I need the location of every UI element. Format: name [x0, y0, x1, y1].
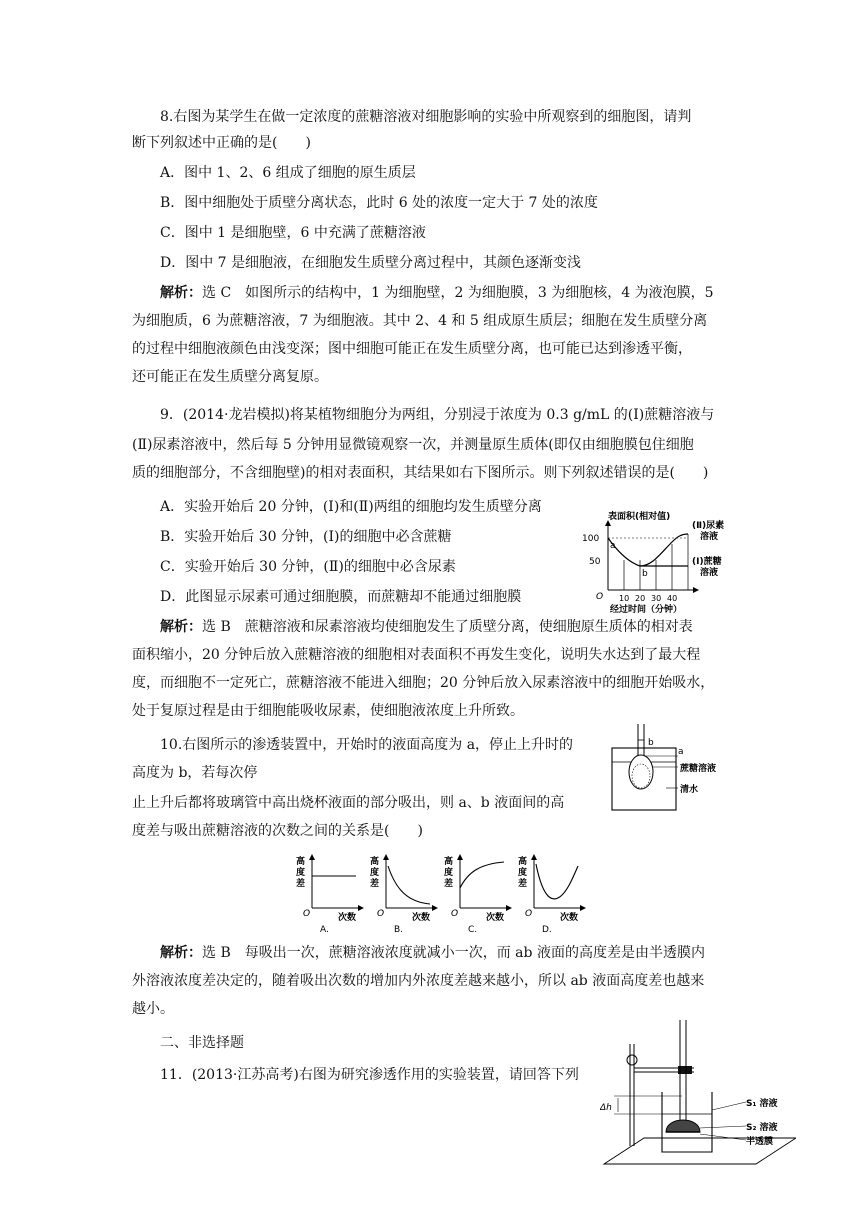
q8-stem-line1: 8.右图为某学生在做一定浓度的蔗糖溶液对细胞影响的实验中所观察到的细胞图，请判 [160, 109, 692, 125]
point-a: a [610, 541, 616, 551]
curve-urea [640, 534, 688, 566]
xlabel: 次数 [412, 913, 431, 923]
ylabel-char1: 高 [370, 857, 380, 867]
graph-b [364, 852, 444, 934]
tick-40: 40 [667, 594, 678, 603]
origin: O [451, 909, 459, 919]
point-b: b [642, 569, 648, 579]
device-label-sucrose: 蔗糖溶液 [680, 764, 717, 774]
q11-stem: 11．(2013·江苏高考)右图为研究渗透作用的实验装置，请回答下列 [160, 1067, 579, 1083]
q9-surface-area-graph [572, 504, 772, 614]
q9-analysis-line4: 处于复原过程是由于细胞能吸收尿素，使细胞液浓度上升所致。 [132, 703, 524, 719]
analysis-label: 解析： [160, 619, 202, 635]
ylabel-char2: 度 [518, 868, 528, 878]
ylabel-char2: 度 [296, 868, 306, 878]
origin: O [525, 909, 533, 919]
q9-option-c: C．实验开始后 30 分钟，(Ⅱ)的细胞中必含尿素 [160, 559, 456, 575]
section-heading: 二、非选择题 [160, 1035, 244, 1051]
q9-analysis-line2: 面积缩小，20 分钟后放入蔗糖溶液的细胞相对表面积不再发生变化，说明失水达到了最大程 [132, 647, 701, 663]
s2-label: S₂ 溶液 [746, 1123, 778, 1133]
label-sucrose: (Ⅰ)蔗糖 [692, 557, 722, 567]
delta-h-label: Δh [600, 1103, 612, 1113]
tick-10: 10 [619, 594, 630, 603]
q8-option-d: D．图中 7 是细胞液，在细胞发生质壁分离过程中，其颜色逐渐变浅 [160, 255, 582, 271]
xlabel: 次数 [486, 913, 505, 923]
graph-xlabel: 经过时间（分钟） [610, 605, 683, 614]
q11-osmosis-apparatus [600, 1016, 796, 1184]
q8-option-c: C．图中 1 是细胞壁，6 中充满了蔗糖溶液 [160, 225, 426, 241]
q10-stem-line4: 度差与吸出蔗糖溶液的次数之间的关系是( ) [132, 823, 423, 839]
analysis-label: 解析： [160, 945, 202, 961]
device-label-water: 清水 [680, 785, 699, 795]
q10-option-graphs [290, 852, 630, 934]
ylabel-char1: 高 [518, 857, 528, 867]
origin: O [303, 909, 311, 919]
xlabel: 次数 [560, 913, 579, 923]
device-label-a: a [678, 747, 684, 757]
graph-origin: O [596, 592, 604, 602]
analysis-text: 选 B 每吸出一次，蔗糖溶液浓度就减小一次，而 ab 液面的高度差是由半透膜内 [202, 945, 705, 961]
graph-y100: 100 [582, 534, 600, 544]
label-urea: (Ⅱ)尿素 [692, 521, 725, 531]
graph-a [290, 852, 370, 934]
option-label-c: C. [468, 925, 478, 934]
label-urea-2: 溶液 [700, 532, 719, 542]
ylabel-char2: 度 [444, 868, 454, 878]
q9-stem-line3: 质的细胞部分，不含细胞壁)的相对表面积，其结果如右下图所示。则下列叙述错误的是( ) [132, 465, 709, 481]
q9-stem-line2: (Ⅱ)尿素溶液中，然后每 5 分钟用显微镜观察一次，并测量原生质体(即仅由细胞膜包住细胞 [132, 437, 694, 453]
q9-option-b: B．实验开始后 30 分钟，(Ⅰ)的细胞中必含蔗糖 [160, 529, 452, 545]
q10-analysis-line1 [160, 942, 705, 964]
q10-stem-line3: 止上升后都将玻璃管中高出烧杯液面的部分吸出，则 a、b 液面间的高 [132, 795, 565, 811]
label-sucrose-2: 溶液 [700, 568, 719, 578]
q9-stem-line1: 9．(2014·龙岩模拟)将某植物细胞分为两组，分别浸于浓度为 0.3 g/mL 的(Ⅰ)蔗糖溶液与 [160, 407, 715, 423]
graph-c [438, 852, 518, 934]
s1-label: S₁ 溶液 [746, 1099, 778, 1109]
q10-stem-line1: 10.右图所示的渗透装置中，开始时的液面高度为 a，停止上升时的 [160, 737, 574, 753]
curve-sucrose [608, 538, 688, 566]
ylabel-char1: 高 [296, 857, 306, 867]
graph-y50: 50 [589, 557, 601, 567]
q10-osmosis-device [606, 722, 786, 814]
analysis-text: 选 C 如图所示的结构中，1 为细胞壁，2 为细胞膜，3 为细胞核，4 为液泡膜，5 [202, 285, 714, 301]
q9-analysis-line3: 度，而细胞不一定死亡，蔗糖溶液不能进入细胞；20 分钟后放入尿素溶液中的细胞开始吸水， [132, 675, 715, 691]
ylabel-char2: 度 [370, 868, 380, 878]
option-label-a: A. [320, 925, 329, 934]
q10-analysis-line3: 越小。 [132, 1001, 174, 1017]
q8-option-a: A．图中 1、2、6 组成了细胞的原生质层 [160, 165, 416, 181]
analysis-text: 选 B 蔗糖溶液和尿素溶液均使细胞发生了质壁分离，使细胞原生质体的相对表 [202, 619, 693, 635]
option-label-d: D. [542, 925, 552, 934]
origin: O [377, 909, 385, 919]
device-label-b: b [648, 738, 654, 748]
q9-analysis-line1 [160, 616, 693, 638]
ylabel-char3: 差 [444, 879, 454, 889]
xlabel: 次数 [338, 913, 357, 923]
ylabel-char3: 差 [370, 879, 380, 889]
ylabel-char3: 差 [518, 879, 528, 889]
graph-d [512, 852, 592, 934]
q10-stem-line2: 高度为 b，若每次停 [132, 765, 258, 781]
q9-option-d: D．此图显示尿素可通过细胞膜，而蔗糖却不能通过细胞膜 [160, 589, 522, 605]
graph-ylabel: 表面积(相对值) [608, 512, 671, 522]
q8-analysis-line4: 还可能正在发生质壁分离复原。 [132, 369, 328, 385]
q8-analysis-line2: 为细胞质，6 为蔗糖溶液，7 为细胞液。其中 2、4 和 5 组成原生质层；细胞在发生质壁分离 [132, 313, 708, 329]
membrane-label: 半透膜 [746, 1137, 774, 1147]
q8-stem-line2: 断下列叙述中正确的是( ) [132, 135, 311, 151]
tick-30: 30 [651, 594, 662, 603]
q8-option-b: B．图中细胞处于质壁分离状态，此时 6 处的浓度一定大于 7 处的浓度 [160, 195, 598, 211]
q9-option-a: A．实验开始后 20 分钟，(Ⅰ)和(Ⅱ)两组的细胞均发生质壁分离 [160, 499, 542, 515]
tick-20: 20 [635, 594, 646, 603]
q8-analysis-line1 [160, 282, 714, 304]
analysis-label: 解析： [160, 285, 202, 301]
option-label-b: B. [394, 925, 404, 934]
q10-analysis-line2: 外溶液浓度差决定的，随着吸出次数的增加内外浓度差越来越小，所以 ab 液面高度差也越来 [132, 973, 705, 989]
q8-analysis-line3: 的过程中细胞液颜色由浅变深；图中细胞可能正在发生质壁分离，也可能已达到渗透平衡， [132, 341, 692, 357]
ylabel-char1: 高 [444, 857, 454, 867]
ylabel-char3: 差 [296, 879, 306, 889]
